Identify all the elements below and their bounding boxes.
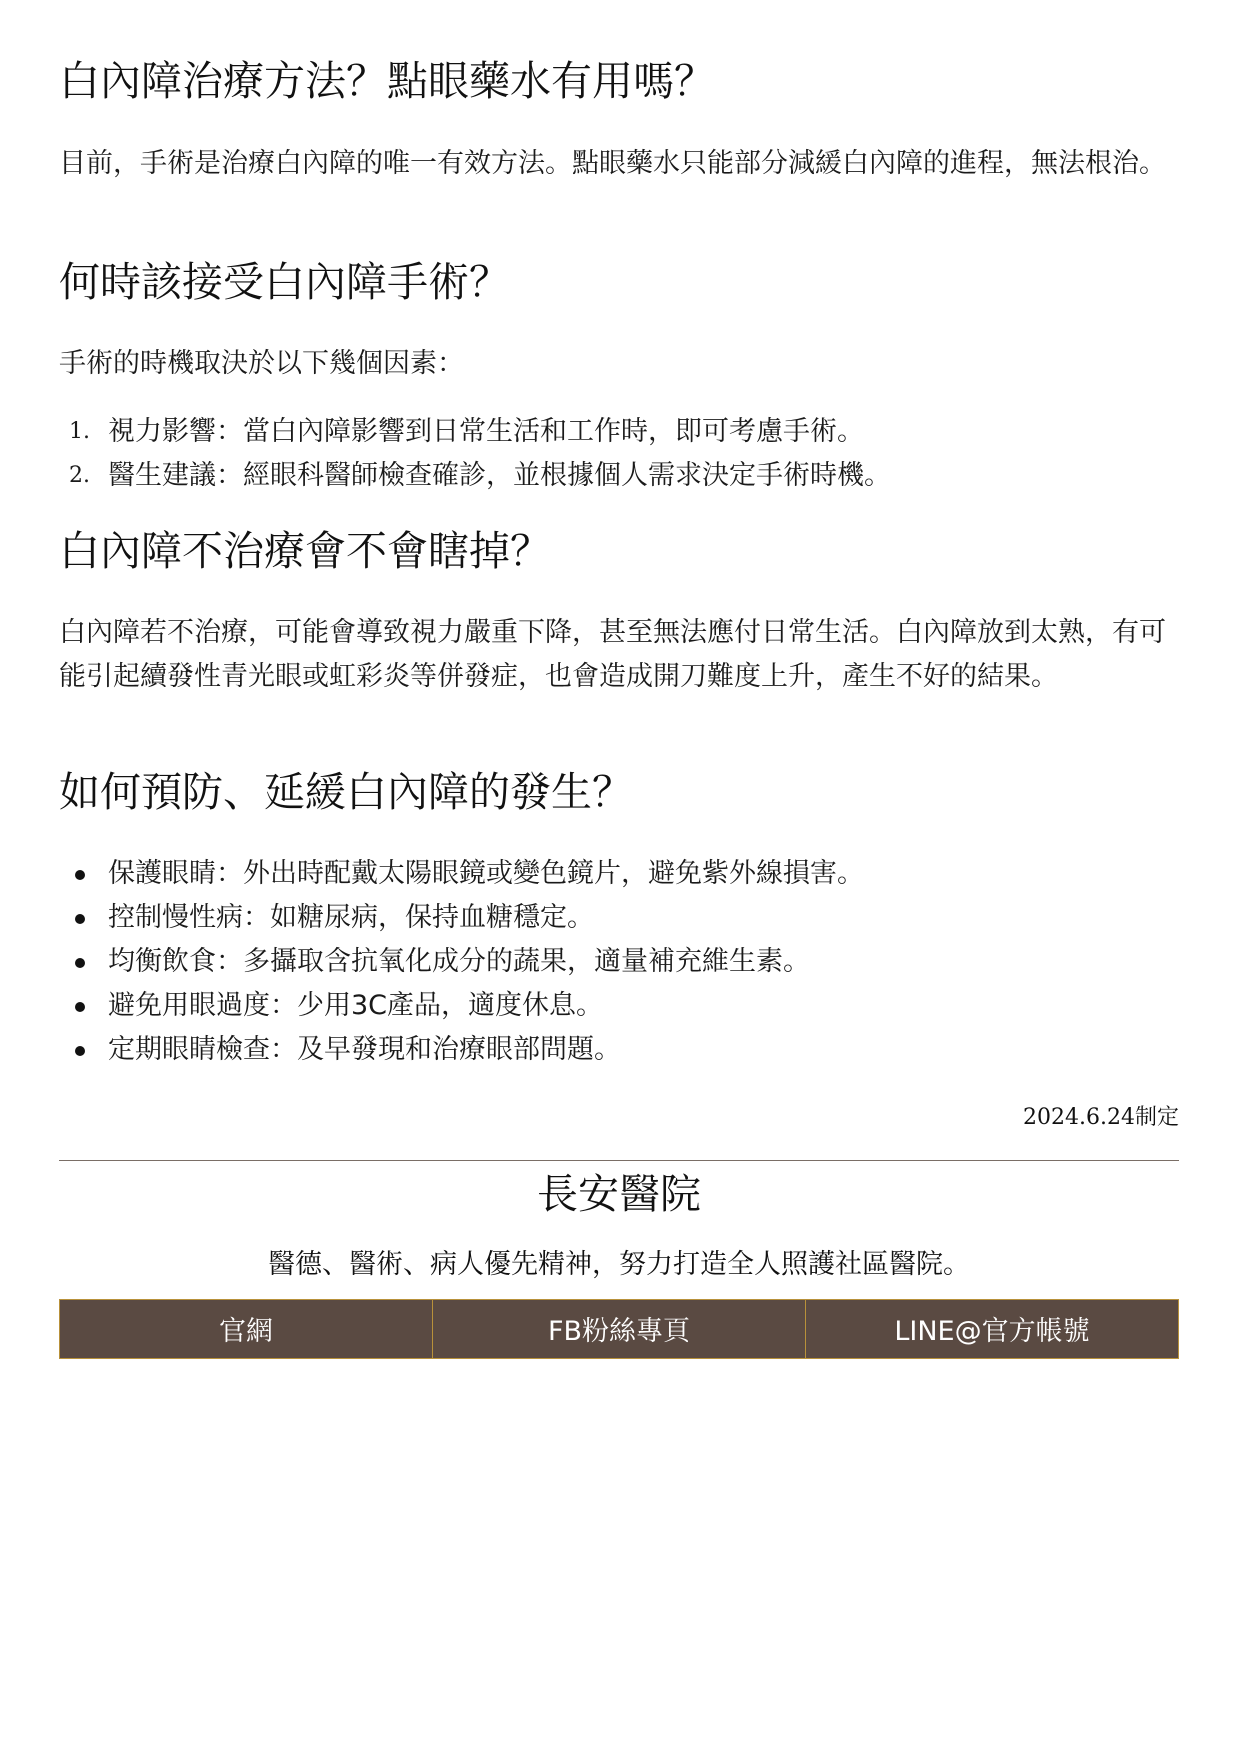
bullet-icon	[75, 914, 85, 924]
list-item-text: 視力影響：當白內障影響到日常生活和工作時，即可考慮手術。	[108, 416, 864, 447]
link-bar	[59, 1299, 1179, 1359]
list-item-text: 定期眼睛檢查：及早發現和治療眼部問題。	[108, 1034, 621, 1065]
list-item	[59, 410, 1179, 454]
list-item-text: 避免用眼過度：少用3C產品，適度休息。	[108, 990, 604, 1021]
list-number: 1.	[69, 419, 90, 444]
list-item-text: 均衡飲食：多攝取含抗氧化成分的蔬果，適量補充維生素。	[108, 946, 810, 977]
heading-surgery-timing: 何時該接受白內障手術？	[59, 258, 510, 306]
hospital-name: 長安醫院	[537, 1170, 701, 1218]
facebook-page-link[interactable]: FB粉絲專頁	[433, 1300, 806, 1358]
prevention-list	[59, 852, 1179, 1072]
list-item	[59, 896, 1179, 940]
list-item	[59, 1028, 1179, 1072]
heading-treatment: 白內障治療方法？點眼藥水有用嗎？	[59, 57, 715, 105]
list-item	[59, 984, 1179, 1028]
surgery-factors-list	[59, 410, 1179, 498]
paragraph-surgery-timing: 手術的時機取決於以下幾個因素：	[59, 348, 464, 379]
paragraph-untreated: 白內障若不治療，可能會導致視力嚴重下降，甚至無法應付日常生活。白內障放到太熟，有可能引起續發性青光眼或虹彩炎等併發症，也會造成開刀難度上升，產生不好的結果。	[59, 617, 1166, 692]
list-item	[59, 852, 1179, 896]
line-official-link[interactable]: LINE@官方帳號	[894, 1316, 1090, 1347]
list-item	[59, 454, 1179, 498]
heading-untreated: 白內障不治療會不會瞎掉？	[59, 527, 551, 575]
date-note: 2024.6.24制定	[1023, 1105, 1179, 1130]
official-site-link[interactable]: 官網	[60, 1300, 433, 1358]
list-item-text: 保護眼睛：外出時配戴太陽眼鏡或變色鏡片，避免紫外線損害。	[108, 858, 864, 889]
list-item-text: 醫生建議：經眼科醫師檢查確診，並根據個人需求決定手術時機。	[108, 460, 891, 491]
bullet-icon	[75, 870, 85, 880]
footer-divider	[59, 1160, 1179, 1161]
list-item	[59, 940, 1179, 984]
list-item-text: 控制慢性病：如糖尿病，保持血糖穩定。	[108, 902, 594, 933]
hospital-motto: 醫德、醫術、病人優先精神，努力打造全人照護社區醫院。	[268, 1249, 970, 1280]
bullet-icon	[75, 1046, 85, 1056]
heading-prevention: 如何預防、延緩白內障的發生？	[59, 768, 633, 816]
bullet-icon	[75, 1002, 85, 1012]
list-number: 2.	[69, 463, 90, 488]
paragraph-treatment: 目前，手術是治療白內障的唯一有效方法。點眼藥水只能部分減緩白內障的進程，無法根治。	[59, 148, 1166, 179]
bullet-icon	[75, 958, 85, 968]
